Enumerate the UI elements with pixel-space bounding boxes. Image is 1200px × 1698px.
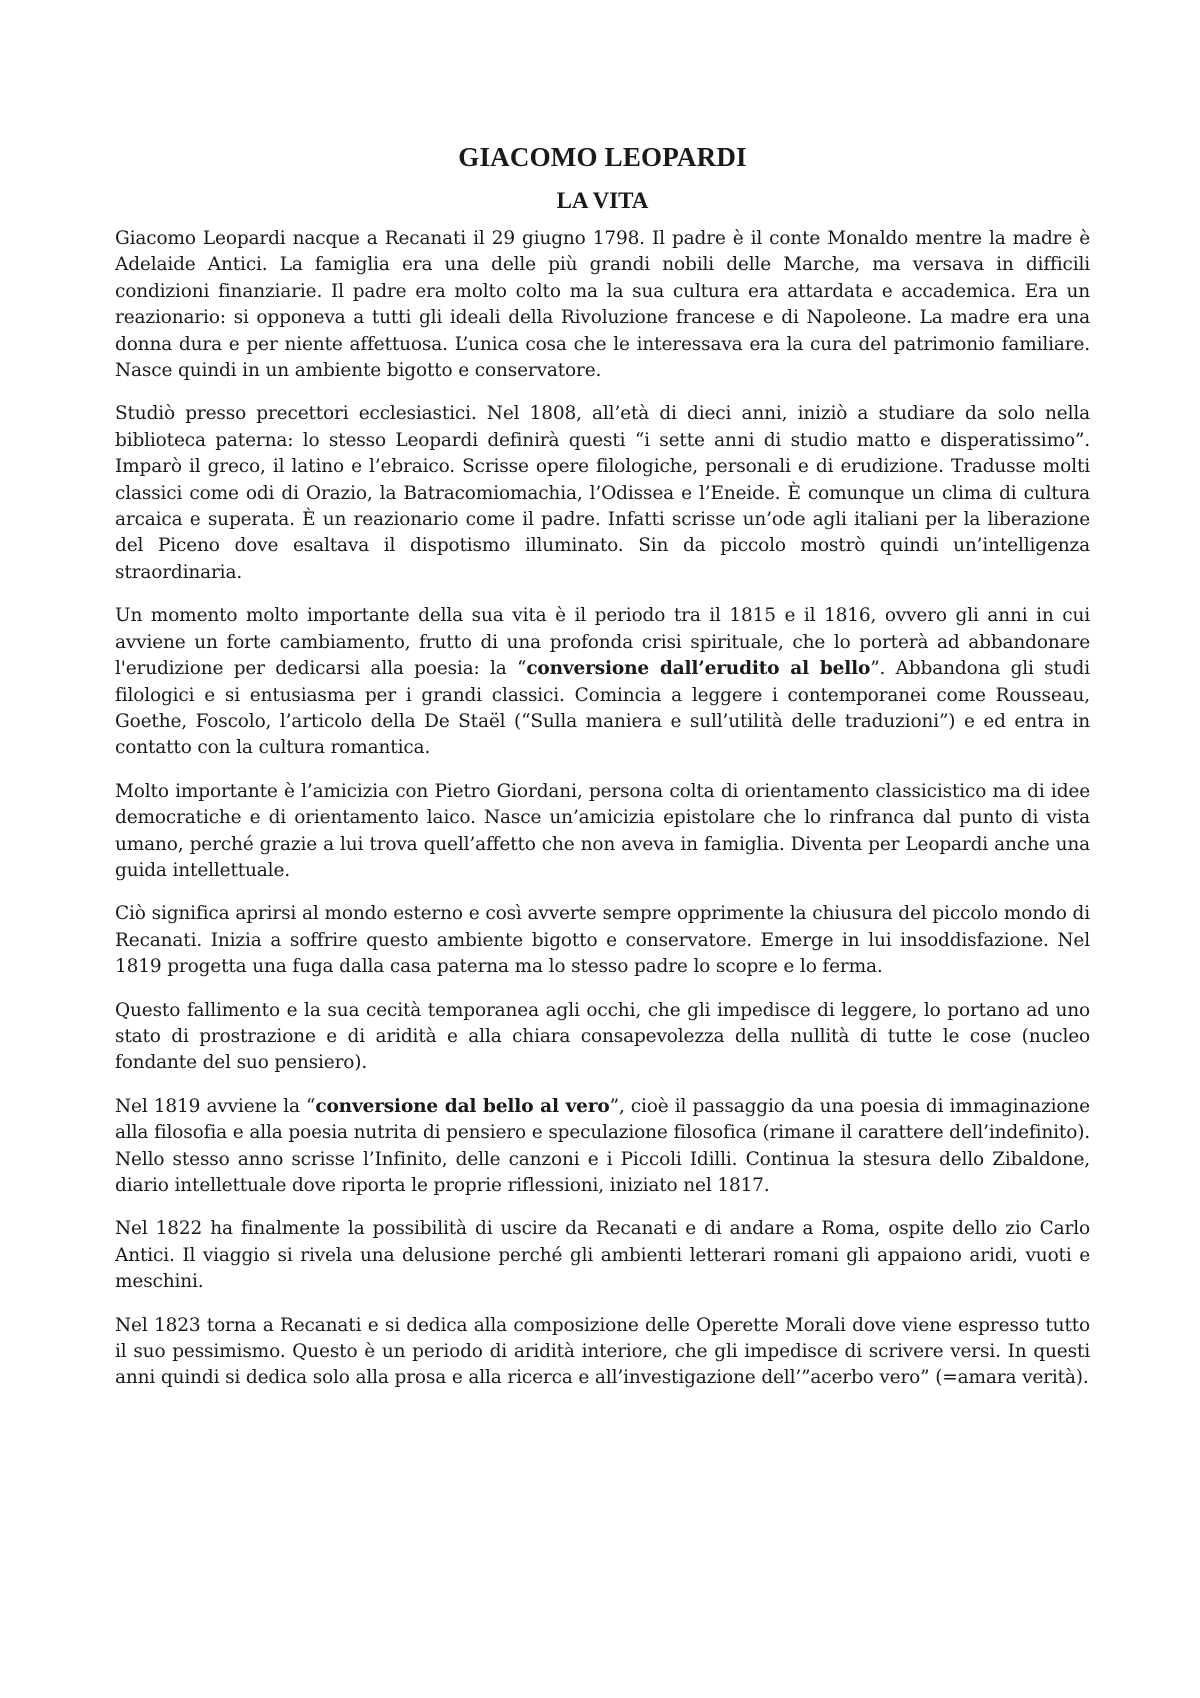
paragraph-7-text-after: ”, cioè il passaggio da una poesia di immaginazione alla filosofia e alla poesia nutrita di pensiero e speculazione filosofica (rimane il carattere dell’indefinito). Nello stesso anno scrisse l’Infinito, delle canzoni e i Piccoli Idilli. Continua la stesura dello Zibaldone, diario intellettuale dove riporta le proprie riflessioni, iniziato nel 1817.: [115, 1095, 1090, 1196]
paragraph-3-text-before: Un momento molto importante della sua vita è il periodo tra il 1815 e il 1816, ovvero gli anni in cui avviene un forte cambiamento, frutto di una profonda crisi spirituale, che lo porterà ad abbandonare l'erudizione per dedicarsi alla poesia: la “: [115, 605, 1090, 680]
paragraph-1: Giacomo Leopardi nacque a Recanati il 29 giugno 1798. Il padre è il conte Monaldo mentre la madre è Adelaide Antici. La famiglia era una delle più grandi nobili delle Marche, ma versava in difficili condizioni finanziarie. Il padre era molto colto ma la sua cultura era attardata e accademica. Era un reazionario: si opponeva a tutti gli ideali della Rivoluzione francese e di Napoleone. La madre era una donna dura e per niente affettuosa. L’unica cosa che le interessava era la cura del patrimonio familiare. Nasce quindi in un ambiente bigotto e conservatore.: [115, 228, 1090, 382]
document-title: GIACOMO LEOPARDI: [458, 142, 747, 172]
section-heading: LA VITA: [556, 188, 649, 213]
paragraph-3-bold-phrase: conversione dall’erudito al bello: [526, 658, 871, 680]
paragraph-9: Nel 1823 torna a Recanati e si dedica alla composizione delle Operette Morali dove viene espresso tutto il suo pessimismo. Questo è un periodo di aridità interiore, che gli impedisce di scrivere versi. In questi anni quindi si dedica solo alla prosa e alla ricerca e all’investigazione dell’”acerbo vero” (=amara verità).: [115, 1314, 1090, 1389]
paragraph-3-text-after: ”. Abbandona gli studi filologici e si entusiasma per i grandi classici. Comincia a leggere i contemporanei come Rousseau, Goethe, Foscolo, l’articolo della De Staël (“Sulla maniera e sull’utilità delle traduzioni”) e ed entra in contatto con la cultura romantica.: [115, 658, 1091, 759]
paragraph-3: [115, 603, 1090, 761]
paragraph-7-text-before: Nel 1819 avviene la “: [115, 1095, 316, 1117]
paragraph-2: Studiò presso precettori ecclesiastici. Nel 1808, all’età di dieci anni, iniziò a studiare da solo nella biblioteca paterna: lo stesso Leopardi definirà questi “i sette anni di studio matto e disperatissimo”. Imparò il greco, il latino e l’ebraico. Scrisse opere filologiche, personali e di erudizione. Tradusse molti classici come odi di Orazio, la Batracomiomachia, l’Odissea e l’Eneide. È comunque un clima di cultura arcaica e superata. È un reazionario come il padre. Infatti scrisse un’ode agli italiani per la liberazione del Piceno dove esaltava il dispotismo illuminato. Sin da piccolo mostrò quindi un’intelligenza straordinaria.: [115, 403, 1090, 583]
document-body: [115, 140, 1090, 1409]
paragraph-6: Questo fallimento e la sua cecità temporanea agli occhi, che gli impedisce di leggere, lo portano ad uno stato di prostrazione e di aridità e alla chiara consapevolezza della nullità di tutte le cose (nucleo fondante del suo pensiero).: [115, 999, 1090, 1074]
paragraph-8: Nel 1822 ha finalmente la possibilità di uscire da Recanati e di andare a Roma, ospite dello zio Carlo Antici. Il viaggio si rivela una delusione perché gli ambienti letterari romani gli appaiono aridi, vuoti e meschini.: [115, 1218, 1090, 1293]
paragraph-7: [115, 1094, 1090, 1200]
paragraph-5: Ciò significa aprirsi al mondo esterno e così avverte sempre opprimente la chiusura del piccolo mondo di Recanati. Inizia a soffrire questo ambiente bigotto e conservatore. Emerge in lui insoddisfazione. Nel 1819 progetta una fuga dalla casa paterna ma lo stesso padre lo scopre e lo ferma.: [115, 903, 1090, 978]
paragraph-4: Molto importante è l’amicizia con Pietro Giordani, persona colta di orientamento classicistico ma di idee democratiche e di orientamento laico. Nasce un’amicizia epistolare che lo rinfranca dal punto di vista umano, perché grazie a lui trova quell’affetto che non aveva in famiglia. Diventa per Leopardi anche una guida intellettuale.: [115, 780, 1090, 881]
paragraph-7-bold-phrase: conversione dal bello al vero: [315, 1095, 610, 1117]
